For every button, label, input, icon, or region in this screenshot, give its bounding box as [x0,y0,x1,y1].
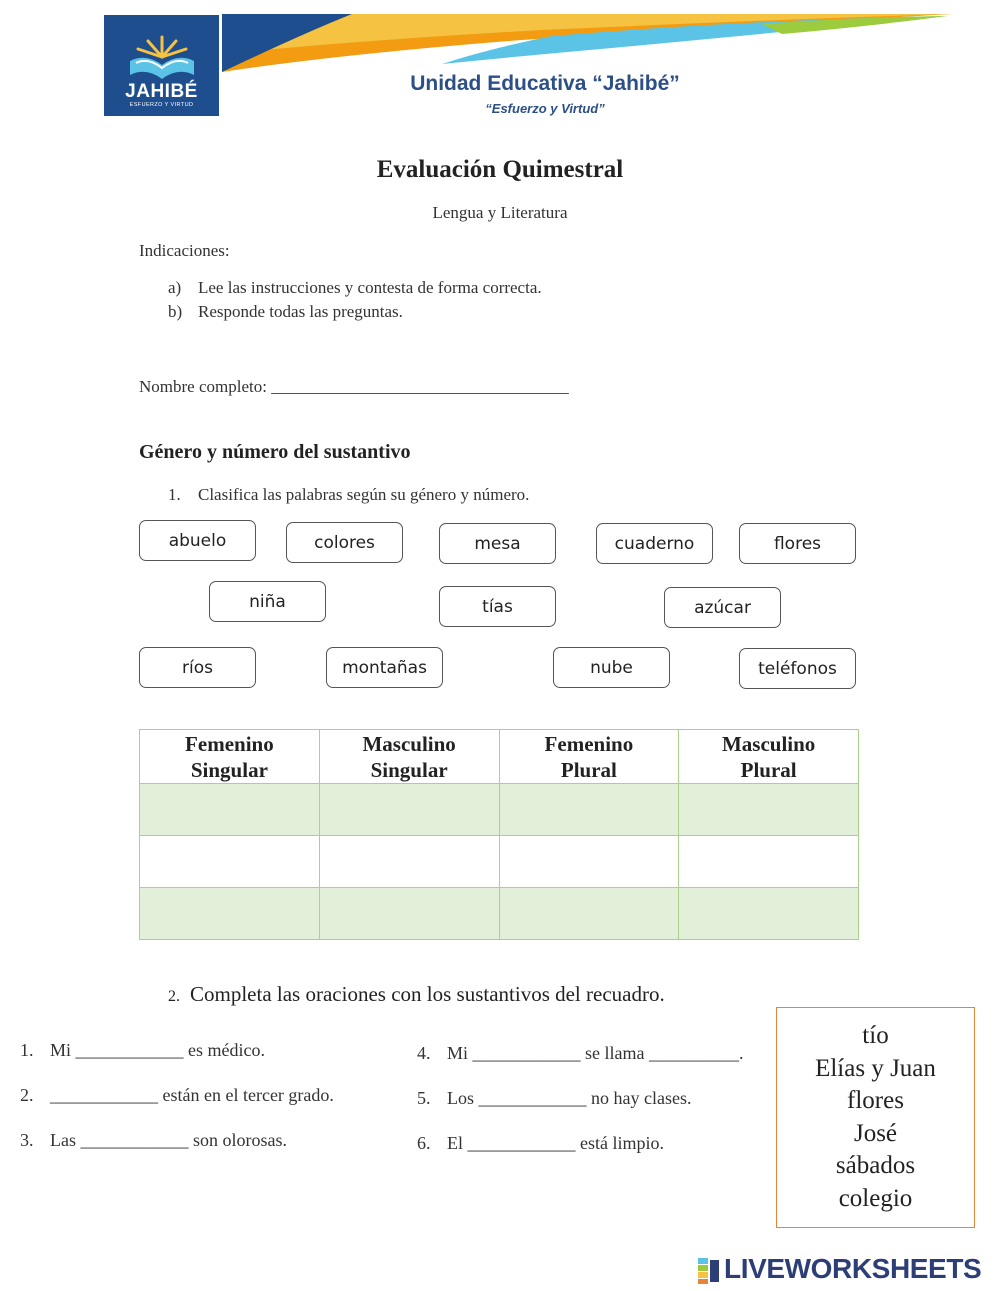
instruction-label: a) [168,278,182,297]
instructions-heading: Indicaciones: [139,241,230,260]
sentence-text[interactable]: Mi ____________ se llama __________. [447,1043,744,1063]
name-field-blank[interactable]: ___________________________________ [271,377,569,396]
word-bank-item: José [853,1119,898,1147]
word-bank-item: tío [862,1022,889,1049]
school-logo [104,15,219,116]
word-bank [776,1007,975,1228]
question-number: 2. [168,988,180,1005]
school-slogan: “Esfuerzo y Virtud” [485,101,605,116]
sentence-item[interactable] [20,1130,287,1151]
sentence-number: 1. [20,1040,34,1060]
word-bank-item: sábados [835,1152,916,1179]
drop-cell[interactable] [319,836,499,888]
word-chip[interactable]: azúcar [664,587,781,628]
word-chip[interactable]: mesa [439,523,556,564]
word-chip[interactable]: nube [553,647,670,688]
word-chip[interactable]: montañas [326,647,443,688]
section-heading: Género y número del sustantivo [139,441,411,463]
instruction-text: Responde todas las preguntas. [198,302,403,321]
column-header: Femenino Singular [140,730,320,784]
drop-cell[interactable] [499,836,679,888]
table-row [140,836,859,888]
sentence-item[interactable] [417,1133,664,1154]
table-row [140,888,859,940]
school-name: Unidad Educativa “Jahibé” [410,72,680,95]
sentence-text[interactable]: El ____________ está limpio. [447,1133,664,1153]
word-bank-item: colegio [838,1184,913,1212]
name-field[interactable] [139,377,569,397]
question-number: 1. [168,485,181,504]
instruction-item [168,278,542,298]
sentence-number: 3. [20,1130,34,1150]
logo-name: JAHIBÉ [125,81,198,102]
sentence-text[interactable]: Las ____________ son olorosas. [50,1130,287,1150]
drop-cell[interactable] [679,784,859,836]
name-field-label: Nombre completo: [139,377,267,396]
sentence-number: 5. [417,1088,431,1108]
sentence-number: 6. [417,1133,431,1153]
column-header: Femenino Plural [499,730,679,784]
question-text: Completa las oraciones con los sustantivos del recuadro. [190,982,665,1006]
open-book-icon [126,35,198,81]
sentence-number: 4. [417,1043,431,1063]
word-chip[interactable]: niña [209,581,326,622]
table-header-row [140,730,859,784]
liveworksheets-logo [698,1253,998,1289]
column-header: Masculino Singular [319,730,499,784]
instruction-text: Lee las instrucciones y contesta de forma correcta. [198,278,542,297]
sentence-item[interactable] [417,1088,691,1109]
drop-cell[interactable] [679,888,859,940]
drop-cell[interactable] [140,888,320,940]
instruction-label: b) [168,302,183,321]
page-title: Evaluación Quimestral [376,156,624,183]
table-row [140,784,859,836]
instruction-item [168,302,403,322]
logo-motto: ESFUERZO Y VIRTUD [129,102,194,108]
sentence-item[interactable] [20,1085,334,1106]
word-chip[interactable]: teléfonos [739,648,856,689]
word-chip[interactable]: tías [439,586,556,627]
drop-cell[interactable] [319,888,499,940]
word-chip[interactable]: ríos [139,647,256,688]
drop-cell[interactable] [499,888,679,940]
sentence-text[interactable]: Los ____________ no hay clases. [447,1088,692,1108]
question-2 [168,982,665,1007]
drop-cell[interactable] [319,784,499,836]
word-bank-item: flores [847,1087,904,1114]
subject-title: Lengua y Literatura [432,203,568,222]
sentence-number: 2. [20,1085,34,1105]
liveworksheets-icon [698,1258,720,1284]
word-chip[interactable]: flores [739,523,856,564]
word-chip[interactable]: cuaderno [596,523,713,564]
drop-cell[interactable] [679,836,859,888]
sentence-text[interactable]: ____________ están en el tercer grado. [50,1085,334,1105]
drop-cell[interactable] [499,784,679,836]
question-text: Clasifica las palabras según su género y número. [198,485,530,504]
column-header: Masculino Plural [679,730,859,784]
question-1 [168,485,529,505]
banner-swoosh [222,14,952,74]
word-chip[interactable]: colores [286,522,403,563]
drop-cell[interactable] [140,784,320,836]
drop-cell[interactable] [140,836,320,888]
sentence-item[interactable] [417,1043,743,1064]
sentence-item[interactable] [20,1040,265,1061]
sentence-text[interactable]: Mi ____________ es médico. [50,1040,265,1060]
word-chip[interactable]: abuelo [139,520,256,561]
word-bank-item: Elías y Juan [815,1054,936,1082]
footer-brand-text: LIVEWORKSHEETS [724,1253,982,1284]
classification-table [139,729,859,940]
